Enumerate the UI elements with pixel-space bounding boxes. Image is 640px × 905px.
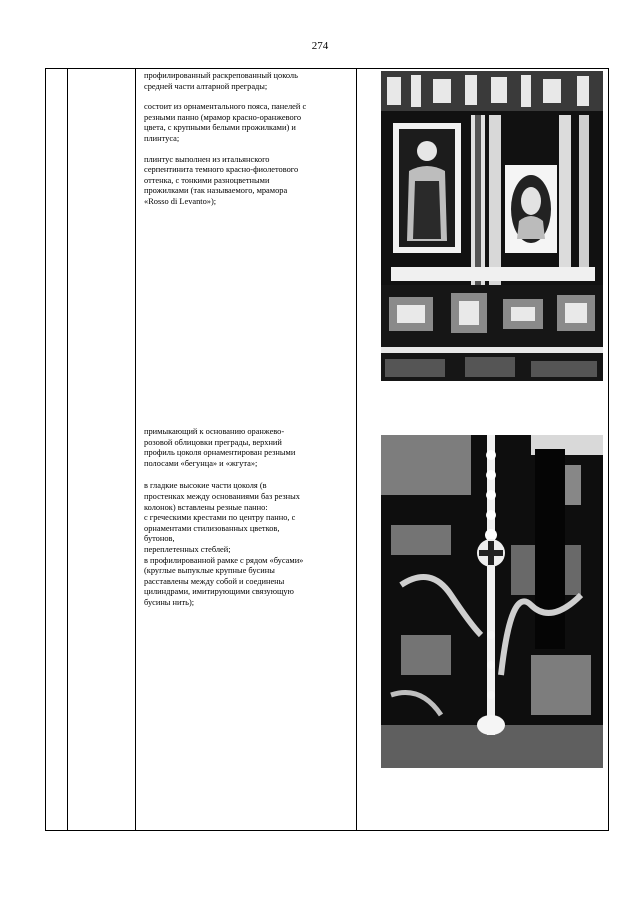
row1-paragraph-2: состоит из орнаментального пояса, панелей с резными панно (мрамор красно-оранжевого цвета, с крупными белыми прожилками) и плинтуса; [144, 102, 307, 143]
empty-column-1 [46, 69, 68, 831]
carved-panel-photo [381, 435, 603, 768]
row2-text [144, 427, 350, 609]
description-column [136, 69, 357, 831]
empty-column-2 [68, 69, 136, 831]
row1-text [144, 71, 350, 427]
document-table [45, 68, 609, 831]
row1-paragraph-1: профилированный раскрепованный цоколь средней части алтарной преграды; [144, 71, 298, 91]
page-number: 274 [311, 40, 329, 52]
photo-column [357, 69, 609, 831]
row2-paragraph-2: в гладкие высокие части цоколя (в простенках между основаниями баз резных колонок) вставлены резные панно: с греческими крестами по центру панно, с орнаментами стилизованных цветков, бутонов, переплетенных стеблей; в профилированной рамке с рядом «бусами» (круглые выпуклые крупные бусины расставлены между собой и соединены цилиндрами, имитирующими связующую бусины нить); [144, 481, 304, 607]
row1-paragraph-3: плинтус выполнен из итальянского серпентинита темного красно-фиолетового оттенка, с тонкими разноцветными прожилками (так называемого, мрамора «Rosso di Levanto»); [144, 154, 299, 206]
iconostasis-photo [381, 71, 603, 381]
row2-paragraph-1: примыкающий к основанию оранжево- розовой облицовки преграды, верхний профиль цоколя орнаментирован резными полосами «бегунца» и «жгута»; [144, 427, 296, 468]
